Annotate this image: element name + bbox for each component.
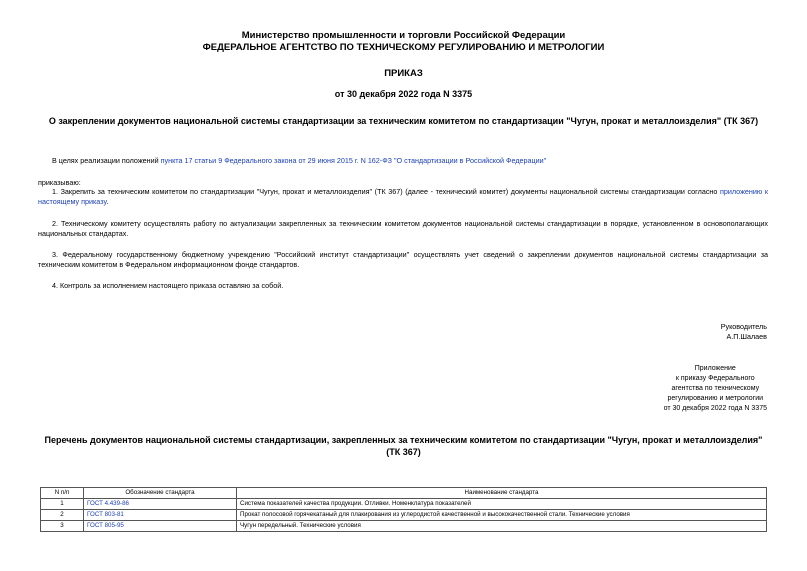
paragraph-2: 2. Техническому комитету осуществлять работу по актуализации закрепленных за техническим комитетом документов национальной системы стандартизации в порядке, установленном в основополагающих национальных стандартах. [38,219,768,238]
standard-code-link[interactable]: ГОСТ 4.439-86 [87,500,130,507]
column-header-code: Обозначение стандарта [84,488,237,499]
column-header-number: N п/п [41,488,84,499]
appendix-line-4: регулированию и метрологии [667,395,764,402]
column-header-name: Наименование стандарта [237,488,767,499]
row-number: 2 [41,510,84,521]
appendix-header [567,364,767,414]
standard-code-link[interactable]: ГОСТ 803-81 [87,511,124,518]
document-type: ПРИКАЗ [384,68,423,79]
paragraph-4: 4. Контроль за исполнением настоящего приказа оставляю за собой. [52,281,284,290]
standards-table [40,487,767,532]
paragraph-1-end: . [106,196,109,206]
appendix-line-1: Приложение [694,365,736,372]
order-word: приказываю: [38,178,81,187]
standard-code-cell [84,510,237,521]
table-row [41,521,767,532]
row-number: 3 [41,521,84,532]
standard-name: Система показателей качества продукции. Отливки. Номенклатура показателей [237,499,767,510]
appendix-link[interactable]: приложению к настоящему приказу [38,187,769,206]
row-number: 1 [41,499,84,510]
standard-code-cell [84,521,237,532]
table-row [41,510,767,521]
appendix-line-5: от 30 декабря 2022 года N 3375 [663,405,767,412]
signer-position: Руководитель [720,322,767,331]
paragraph-1 [38,187,768,206]
law-link[interactable]: пункта 17 статьи 9 Федерального закона от 29 июня 2015 г. N 162-ФЗ "О стандартизации в Российской Федерации" [160,156,547,165]
standard-code-link[interactable]: ГОСТ 805-95 [87,522,124,529]
standard-name: Чугун передельный. Технические условия [237,521,767,532]
paragraph-1-text: 1. Закрепить за техническим комитетом по стандартизации "Чугун, прокат и металлоизделия" (ТК 367) (далее - технический комитет) документы национальной системы стандартизации согласно [52,187,720,196]
appendix-line-2: к приказу Федерального [675,375,755,382]
signature-block [567,322,767,342]
table-header-row [41,488,767,499]
ministry-header [0,30,807,54]
ministry-name: Министерство промышленности и торговли Российской Федерации [241,30,566,41]
document-subject: О закреплении документов национальной системы стандартизации за техническим комитетом по стандартизации "Чугун, прокат и металлоизделия" (ТК 367) [48,116,759,126]
intro-prefix: В целях реализации положений [52,156,161,165]
signer-name: А.П.Шалаев [726,332,767,341]
table-row [41,499,767,510]
paragraph-3: 3. Федеральному государственному бюджетному учреждению "Российский институт стандартизации" осуществлять учет сведений о закреплении документов национальной системы стандартизации за техническим комитетом в Федеральном информационном фонде стандартов. [38,250,768,269]
standard-name: Прокат полосовой горячекатаный для плакирования из углеродистой качественной и высококачественной стали. Технические условия [237,510,767,521]
standard-code-cell [84,499,237,510]
intro-paragraph [38,156,768,166]
document-date-number: от 30 декабря 2022 года N 3375 [334,89,473,99]
agency-name: ФЕДЕРАЛЬНОЕ АГЕНТСТВО ПО ТЕХНИЧЕСКОМУ РЕГУЛИРОВАНИЮ И МЕТРОЛОГИИ [202,42,605,53]
appendix-line-3: агентства по техническому [671,385,760,392]
list-title: Перечень документов национальной системы стандартизации, закрепленных за техническим комитетом по стандартизации "Чугун, прокат и металлоизделия" (ТК 367) [44,435,763,457]
